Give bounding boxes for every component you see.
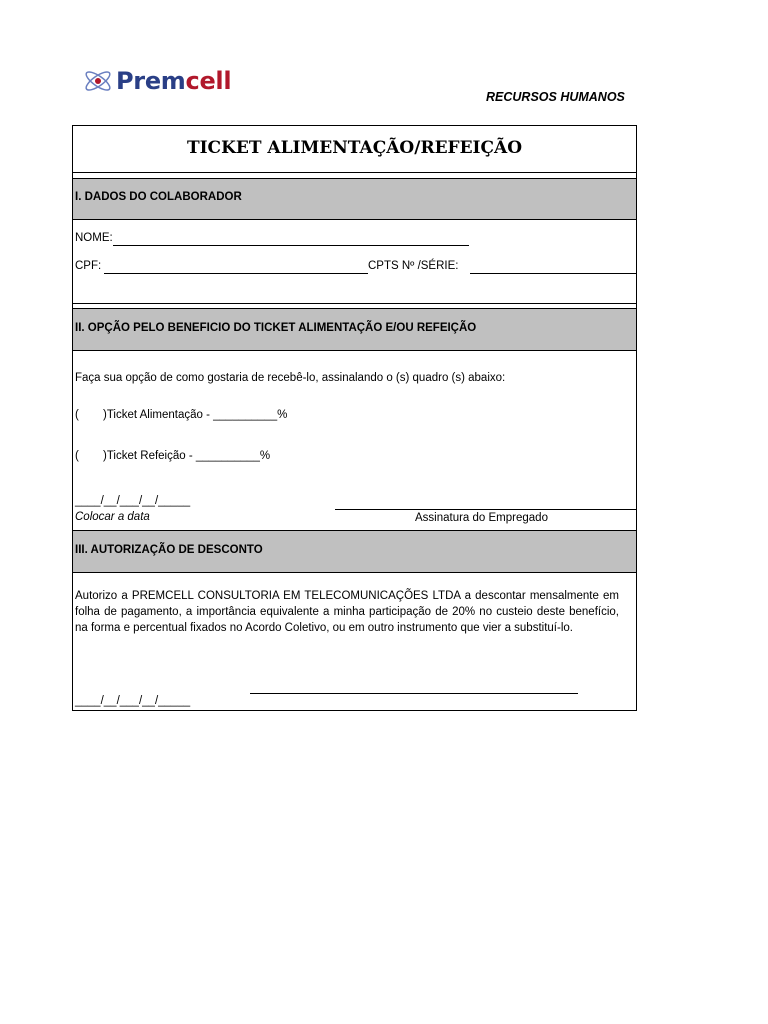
section1-header — [73, 178, 636, 220]
option1-checkbox[interactable]: ( — [75, 409, 79, 421]
ticket-form — [72, 125, 637, 711]
department-label: RECURSOS HUMANOS — [486, 90, 625, 104]
date-caption: Colocar a data — [75, 511, 150, 523]
option2-checkbox[interactable]: ( — [75, 450, 79, 462]
signature-line[interactable] — [335, 509, 637, 510]
authorization-date-field[interactable]: ____/__/___/__/_____ — [75, 695, 191, 707]
option2-label: )Ticket Refeição - __________% — [103, 450, 271, 462]
section3-heading: III. AUTORIZAÇÃO DE DESCONTO — [75, 544, 263, 556]
signature-caption: Assinatura do Empregado — [415, 512, 548, 524]
authorization-text: Autorizo a PREMCELL CONSULTORIA EM TELECOMUNICAÇÕES LTDA a descontar mensalmente em folha de pagamento, a importância equivalente a minha participação de 20% no custeio deste benefício, na forma e percentual fixados no Acordo Coletivo, ou em outro instrumento que vier a substituí-lo. — [75, 590, 619, 634]
nome-field[interactable] — [113, 245, 469, 246]
logo-text — [116, 67, 231, 95]
logo-text-part1: Prem — [116, 67, 186, 95]
title-divider — [73, 172, 636, 173]
cpf-field[interactable] — [104, 273, 368, 274]
section3-header — [73, 530, 636, 573]
authorization-signature-line[interactable] — [250, 693, 578, 694]
section1-divider — [73, 303, 636, 304]
cpts-field[interactable] — [470, 273, 637, 274]
cpf-label: CPF: — [75, 260, 102, 272]
form-title: TICKET ALIMENTAÇÃO/REFEIÇÃO — [186, 138, 523, 158]
section1-heading: I. DADOS DO COLABORADOR — [75, 191, 242, 203]
option1-label: )Ticket Alimentação - __________% — [103, 409, 288, 421]
logo-text-part2: cell — [185, 67, 232, 95]
nome-label: NOME: — [75, 232, 113, 244]
atom-logo-icon — [82, 65, 114, 97]
company-logo — [82, 64, 231, 98]
date-field[interactable]: ____/__/___/__/_____ — [75, 495, 191, 507]
cpts-label: CPTS Nº /SÉRIE: — [368, 260, 459, 272]
option-instruction: Faça sua opção de como gostaria de recebê-lo, assinalando o (s) quadro (s) abaixo: — [75, 372, 506, 384]
section2-heading: II. OPÇÃO PELO BENEFICIO DO TICKET ALIMENTAÇÃO E/OU REFEIÇÃO — [75, 322, 477, 334]
section2-header — [73, 308, 636, 351]
